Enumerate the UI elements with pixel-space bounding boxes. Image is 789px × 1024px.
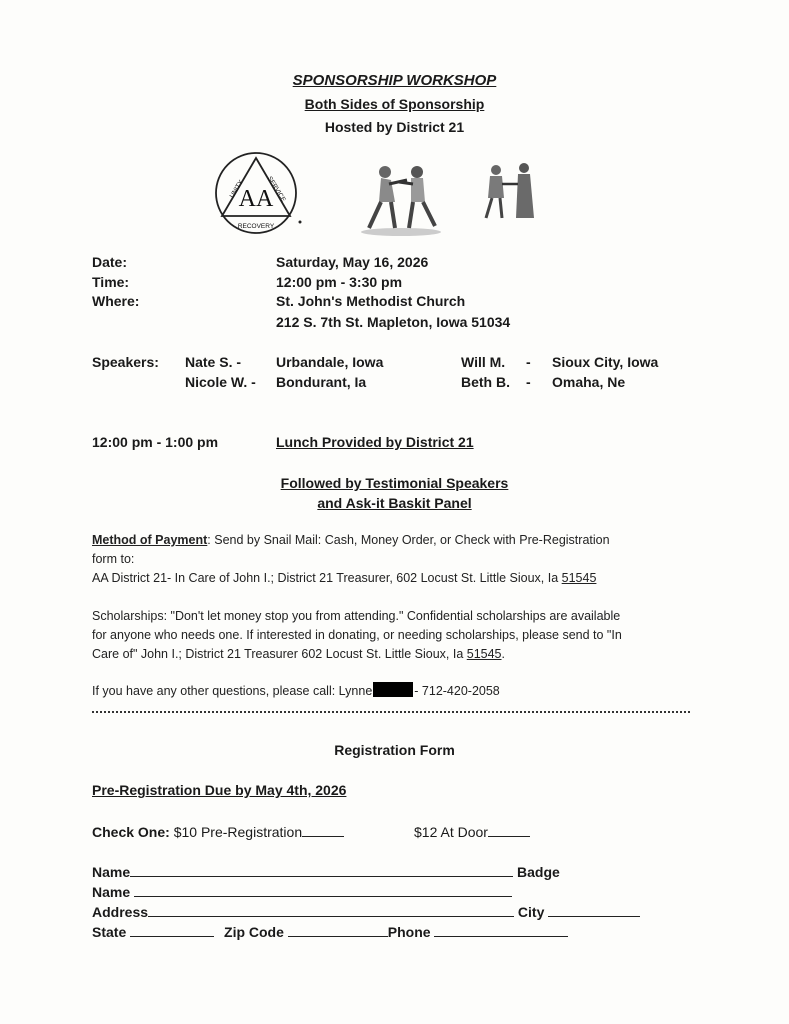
address-row xyxy=(92,902,640,920)
contact-phone: - 712-420-2058 xyxy=(414,684,500,698)
logo-word-service: SERVICE xyxy=(265,175,287,204)
state-row xyxy=(92,922,568,940)
logo-center-text: AA xyxy=(238,186,274,212)
time-label: Time: xyxy=(92,274,130,290)
city-field[interactable] xyxy=(548,902,640,917)
scholarships-line3: Care of" John I.; District 21 Treasurer 602 Locust St. Little Sioux, Ia 51545. xyxy=(92,647,505,661)
payment-line3: AA District 21- In Care of John I.; District 21 Treasurer, 602 Locust St. Little Sioux, Ia 51545 xyxy=(92,571,597,585)
name-label: Name xyxy=(92,864,131,880)
address-field[interactable] xyxy=(148,902,514,917)
title: SPONSORSHIP WORKSHOP xyxy=(292,72,497,89)
speaker-city: Sioux City, Iowa xyxy=(552,354,659,370)
city-label: City xyxy=(517,904,545,920)
cut-line-divider xyxy=(92,711,690,713)
lunch-time: 12:00 pm - 1:00 pm xyxy=(92,434,219,450)
address-label: Address xyxy=(92,904,149,920)
where-line2: 212 S. 7th St. Mapleton, Iowa 51034 xyxy=(276,314,511,330)
handshake-figures-icon xyxy=(478,160,544,222)
option-at-door-blank[interactable] xyxy=(488,822,530,837)
speaker-name: Beth B. xyxy=(461,374,510,390)
phone-field[interactable] xyxy=(434,922,568,937)
state-field[interactable] xyxy=(130,922,214,937)
pre-registration-due: Pre-Registration Due by May 4th, 2026 xyxy=(92,782,347,798)
name-row xyxy=(92,862,560,880)
where-line1: St. John's Methodist Church xyxy=(276,293,466,309)
form-title: Registration Form xyxy=(334,742,455,758)
option-pre-registration-blank[interactable] xyxy=(302,822,344,837)
payment-line2: form to: xyxy=(92,552,135,566)
speaker-name: Will M. xyxy=(461,354,506,370)
speaker-city: Urbandale, Iowa xyxy=(276,354,384,370)
name2-label: Name xyxy=(92,884,131,900)
speaker-city: Omaha, Ne xyxy=(552,374,626,390)
redaction-box xyxy=(373,682,413,697)
speaker-name: Nate S. - xyxy=(185,354,242,370)
payment-line1: Method of Payment: Send by Snail Mail: Cash, Money Order, or Check with Pre-Registration xyxy=(92,533,610,547)
zip-field[interactable] xyxy=(288,922,388,937)
payment-zip: 51545 xyxy=(561,571,597,585)
where-label: Where: xyxy=(92,293,140,309)
speaker-dash: - xyxy=(526,354,531,370)
scholarships-line2: for anyone who needs one. If interested in donating, or needing scholarships, please send to "In xyxy=(92,628,622,642)
option-at-door-row xyxy=(414,822,530,840)
host-line: Hosted by District 21 xyxy=(324,119,465,135)
option-pre-registration[interactable]: $10 Pre-Registration xyxy=(173,824,303,840)
badge-label: Badge xyxy=(517,864,560,880)
state-label: State xyxy=(92,924,127,940)
speakers-label: Speakers: xyxy=(92,354,159,370)
name-field[interactable] xyxy=(130,862,513,877)
option-at-door[interactable]: $12 At Door xyxy=(414,824,488,840)
date-label: Date: xyxy=(92,254,128,270)
speaker-name: Nicole W. - xyxy=(185,374,256,390)
check-one-row xyxy=(92,822,344,840)
logo-word-unity: UNITY xyxy=(228,179,245,200)
questions-line: If you have any other questions, please call: Lynne - 712-420-2058 xyxy=(92,684,500,698)
zip-label: Zip Code xyxy=(224,924,284,940)
followed-line1: Followed by Testimonial Speakers xyxy=(280,475,509,491)
followed-line2: and Ask-it Baskit Panel xyxy=(317,495,472,511)
aa-logo-icon xyxy=(212,150,308,242)
scholarships-line1: Scholarships: "Don't let money stop you from attending." Confidential scholarships are available xyxy=(92,609,621,623)
speaker-city: Bondurant, Ia xyxy=(276,374,367,390)
sparring-figures-icon xyxy=(355,158,447,238)
lunch-text: Lunch Provided by District 21 xyxy=(276,434,474,450)
phone-label: Phone xyxy=(387,924,431,940)
subtitle: Both Sides of Sponsorship xyxy=(304,96,485,112)
logo-word-recovery: RECOVERY xyxy=(237,223,275,230)
payment-label: Method of Payment xyxy=(92,533,208,547)
date-value: Saturday, May 16, 2026 xyxy=(276,254,429,270)
speaker-dash: - xyxy=(526,374,531,390)
badge-name-field[interactable] xyxy=(134,882,512,897)
scholarships-zip: 51545 xyxy=(466,647,502,661)
time-value: 12:00 pm - 3:30 pm xyxy=(276,274,403,290)
name2-row xyxy=(92,882,512,900)
check-one-label: Check One: xyxy=(92,824,170,840)
